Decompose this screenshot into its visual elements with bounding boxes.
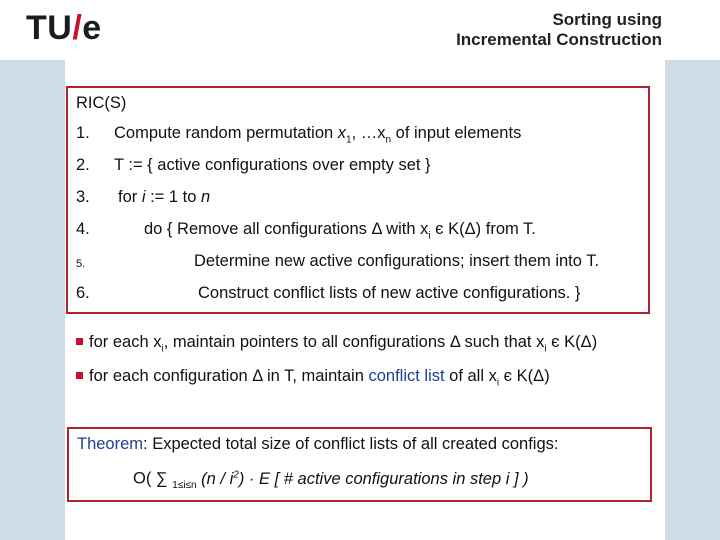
- line-number: 2.: [76, 156, 90, 174]
- bullet-square-icon: [76, 338, 83, 345]
- theorem-box: [67, 427, 652, 502]
- line-number: 1.: [76, 124, 90, 142]
- algo-line-6: Construct conflict lists of new active configurations. }: [198, 284, 581, 302]
- algorithm-name: RIC(S): [76, 94, 127, 112]
- bullet-item: for each $x_i$, maintain pointers to all configurations Δ such that $x_i$ є K(Δ): [76, 333, 597, 354]
- tue-logo: TU/e: [26, 9, 102, 47]
- line-number: 6.: [76, 284, 90, 302]
- theorem-formula: O( ∑ $_{1\le i\le n}$ $(n / i^2) \cdot E$ [ # active configurations in step i ] ): [133, 469, 529, 491]
- bullet-square-icon: [76, 372, 83, 379]
- theorem-statement: Theorem: Expected total size of conflict lists of all created configs:: [77, 435, 559, 453]
- algo-line-2: T := { active configurations over empty set }: [114, 156, 431, 174]
- bullet-item: for each configuration Δ in T, maintain conflict list of all $x_i$ є K(Δ): [76, 367, 550, 388]
- slide-header: [0, 0, 720, 60]
- title-line-1: Sorting using: [552, 10, 662, 29]
- theorem-label: Theorem: [77, 435, 144, 453]
- algo-line-5: Determine new active configurations; insert them into T.: [194, 252, 600, 270]
- line-number: 4.: [76, 220, 90, 238]
- line-number: 3.: [76, 188, 90, 206]
- title-line-2: Incremental Construction: [456, 30, 662, 49]
- algo-line-3: for i := 1 to n: [118, 188, 211, 206]
- slide-title: [456, 10, 662, 50]
- algorithm-box: [66, 86, 650, 314]
- conflict-list-term: conflict list: [368, 367, 445, 385]
- algo-line-4: do { Remove all configurations Δ with $x_i$ є K(Δ) from T.: [144, 220, 536, 242]
- algo-line-1: Compute random permutation $x_1$, $\dots x_n$ of input elements: [114, 124, 522, 146]
- line-number: 5.: [76, 258, 86, 270]
